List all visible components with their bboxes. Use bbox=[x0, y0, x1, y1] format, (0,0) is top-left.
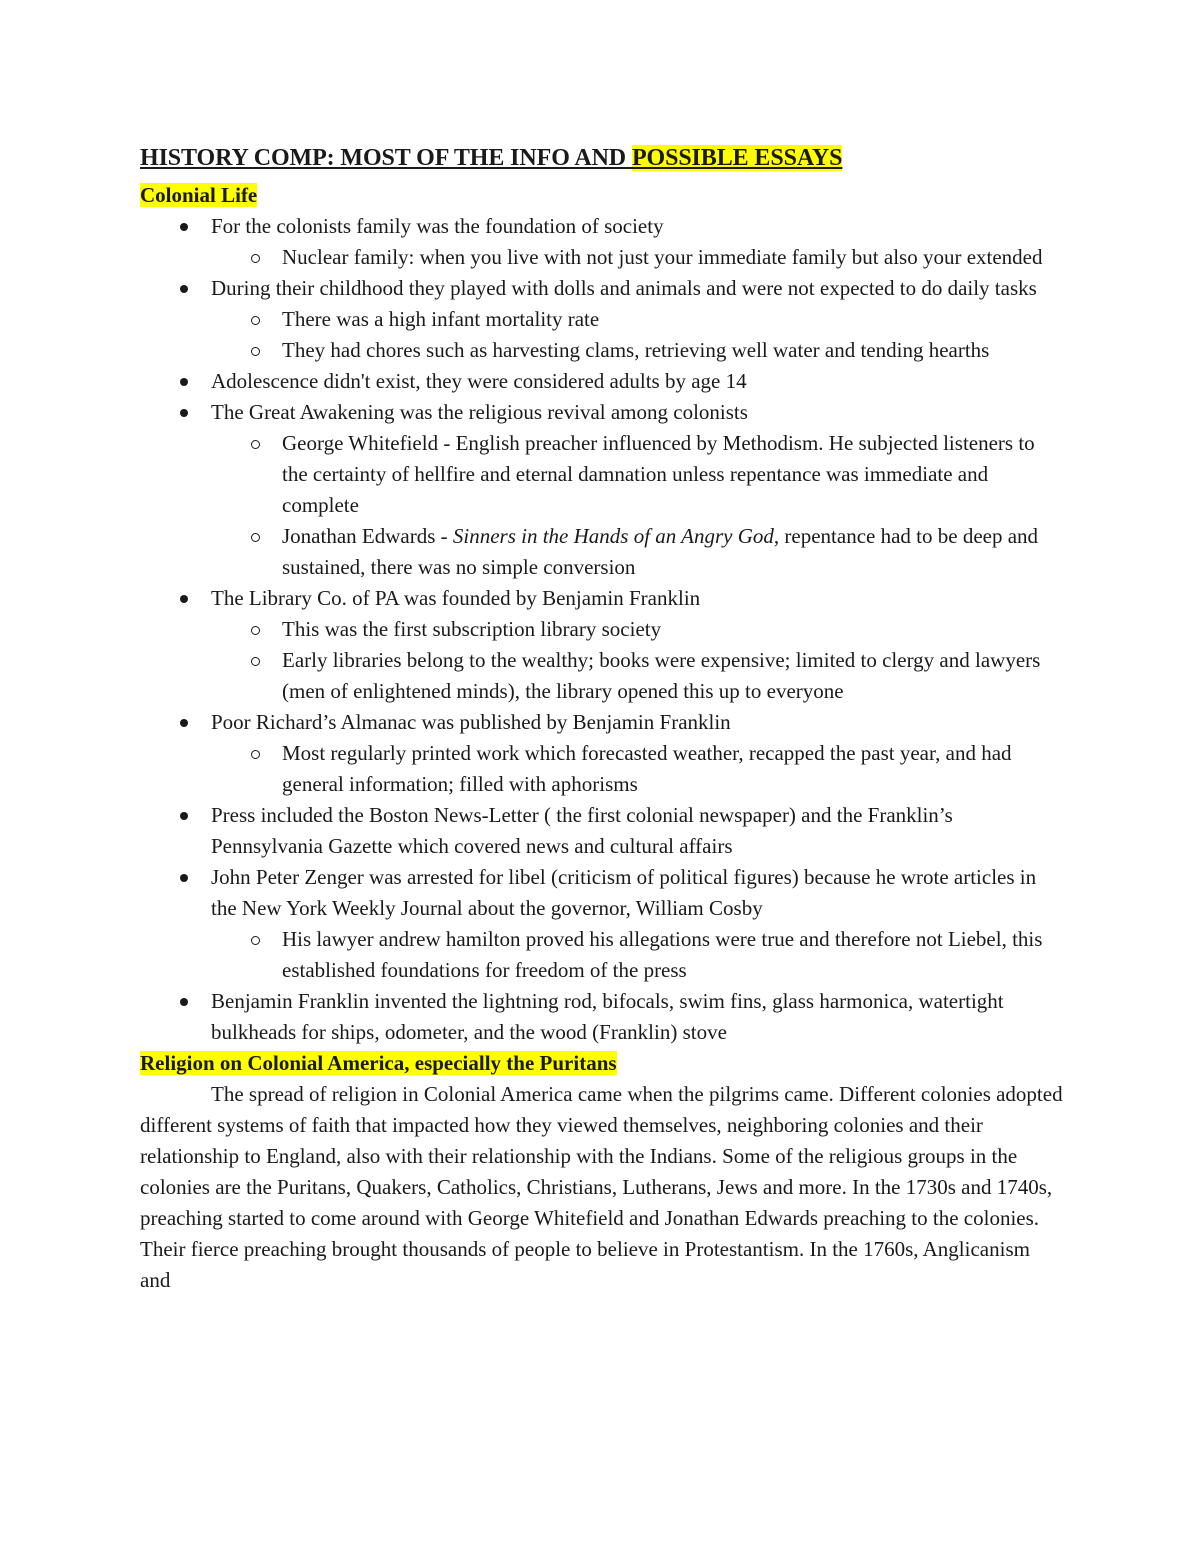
list-item: Most regularly printed work which forecasted weather, recapped the past year, and had general information; filled with aphorisms bbox=[140, 738, 1065, 800]
list-item: George Whitefield - English preacher influenced by Methodism. He subjected listeners to the certainty of hellfire and eternal damnation unless repentance was immediate and complete bbox=[140, 428, 1065, 521]
list-item: Poor Richard’s Almanac was published by Benjamin Franklin bbox=[140, 707, 1065, 738]
list-item: Press included the Boston News-Letter ( the first colonial newspaper) and the Franklin’s Pennsylvania Gazette which covered news and cultural affairs bbox=[140, 800, 1065, 862]
section-heading-colonial-life bbox=[140, 180, 1065, 211]
list-item: This was the first subscription library society bbox=[140, 614, 1065, 645]
list-item: During their childhood they played with dolls and animals and were not expected to do daily tasks bbox=[140, 273, 1065, 304]
list-item: Benjamin Franklin invented the lightning rod, bifocals, swim fins, glass harmonica, watertight bulkheads for ships, odometer, and the wood (Franklin) stove bbox=[140, 986, 1065, 1048]
colonial-life-list bbox=[140, 211, 1065, 1048]
list-item: There was a high infant mortality rate bbox=[140, 304, 1065, 335]
list-item bbox=[140, 521, 1065, 583]
religion-paragraph: The spread of religion in Colonial America came when the pilgrims came. Different colonies adopted different systems of faith that impacted how they viewed themselves, neighboring colonies and their relationship to England, also with their relationship with the Indians. Some of the religious groups in the colonies are the Puritans, Quakers, Catholics, Christians, Lutherans, Jews and more. In the 1730s and 1740s, preaching started to come around with George Whitefield and Jonathan Edwards preaching to the colonies. Their fierce preaching brought thousands of people to believe in Protestantism. In the 1760s, Anglicanism and bbox=[140, 1082, 1063, 1292]
book-title: Sinners in the Hands of an Angry God bbox=[452, 524, 774, 548]
list-item-text: Jonathan Edwards - bbox=[282, 524, 453, 548]
title-highlight: POSSIBLE ESSAYS bbox=[631, 145, 843, 171]
document-title bbox=[140, 136, 1065, 180]
list-item: Early libraries belong to the wealthy; books were expensive; limited to clergy and lawyers (men of enlightened minds), the library opened this up to everyone bbox=[140, 645, 1065, 707]
list-item: Adolescence didn't exist, they were considered adults by age 14 bbox=[140, 366, 1065, 397]
list-item: John Peter Zenger was arrested for libel (criticism of political figures) because he wrote articles in the New York Weekly Journal about the governor, William Cosby bbox=[140, 862, 1065, 924]
section-heading-text: Colonial Life bbox=[140, 183, 258, 207]
section-heading-religion bbox=[140, 1048, 1065, 1079]
list-item: Nuclear family: when you live with not just your immediate family but also your extended bbox=[140, 242, 1065, 273]
section-heading-text: Religion on Colonial America, especially the Puritans bbox=[140, 1051, 617, 1075]
list-item: The Great Awakening was the religious revival among colonists bbox=[140, 397, 1065, 428]
list-item: They had chores such as harvesting clams, retrieving well water and tending hearths bbox=[140, 335, 1065, 366]
list-item: His lawyer andrew hamilton proved his allegations were true and therefore not Liebel, this established foundations for freedom of the press bbox=[140, 924, 1065, 986]
list-item: For the colonists family was the foundation of society bbox=[140, 211, 1065, 242]
list-item: The Library Co. of PA was founded by Benjamin Franklin bbox=[140, 583, 1065, 614]
title-main: HISTORY COMP: MOST OF THE INFO AND bbox=[140, 145, 632, 171]
list-item-text: , repentance had to be deep and sustained, there was no simple conversion bbox=[282, 524, 1039, 579]
document-page bbox=[140, 136, 1065, 1296]
